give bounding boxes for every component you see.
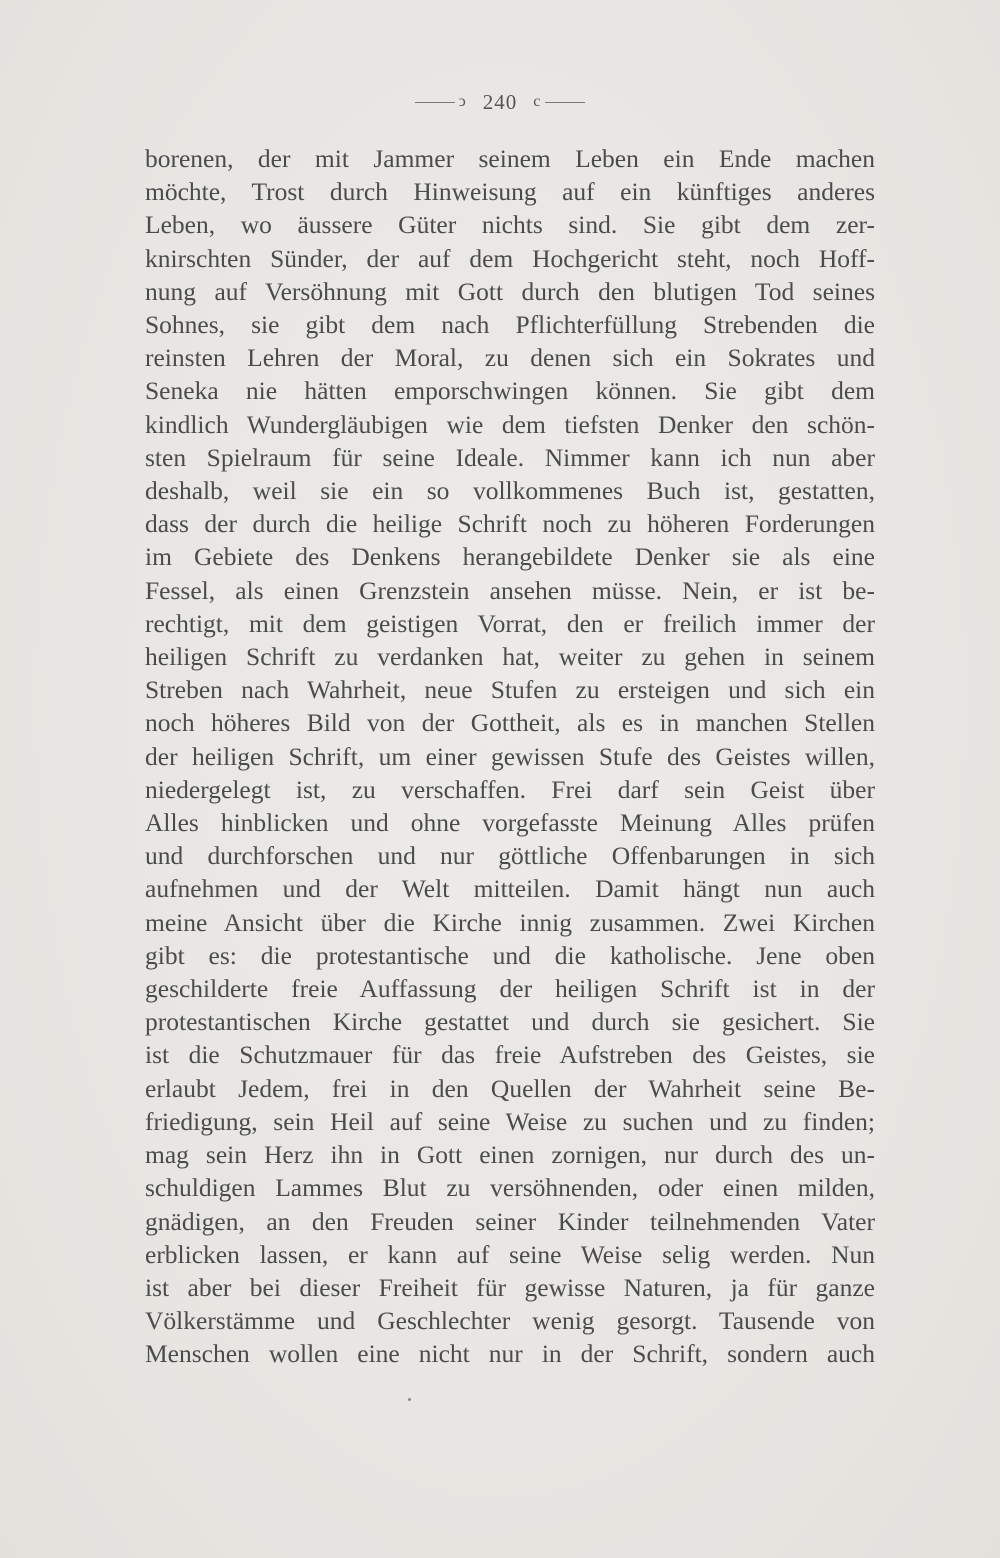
page-number: 240 bbox=[482, 89, 518, 114]
text-line: deshalb, weil sie ein so vollkommenes Buch ist, gestatten, bbox=[145, 476, 875, 506]
text-line: Menschen wollen eine nicht nur in der Schrift, sondern auch bbox=[145, 1339, 875, 1369]
text-line: reinsten Lehren der Moral, zu denen sich ein Sokrates und bbox=[145, 343, 875, 373]
text-line: Völkerstämme und Geschlechter wenig gesorgt. Tausende von bbox=[145, 1306, 875, 1336]
header-ornament-right: c bbox=[533, 93, 542, 111]
text-line: protestantischen Kirche gestattet und durch sie gesichert. Sie bbox=[145, 1007, 875, 1037]
text-line: erblicken lassen, er kann auf seine Weise selig werden. Nun bbox=[145, 1239, 875, 1269]
text-line: gibt es: die protestantische und die katholische. Jene oben bbox=[145, 940, 875, 970]
text-line: geschilderte freie Auffassung der heiligen Schrift ist in der bbox=[145, 974, 875, 1004]
header-rule-left bbox=[415, 102, 455, 103]
page-header bbox=[0, 88, 1000, 115]
text-line: ist die Schutzmauer für das freie Aufstreben des Geistes, sie bbox=[145, 1040, 875, 1070]
text-line: mag sein Herz ihn in Gott einen zornigen, nur durch des un- bbox=[145, 1140, 875, 1170]
text-line: gnädigen, an den Freuden seiner Kinder teilnehmenden Vater bbox=[145, 1206, 875, 1236]
header-rule-right bbox=[545, 102, 585, 103]
header-ornament-left: ↄ bbox=[458, 93, 467, 111]
text-line: meine Ansicht über die Kirche innig zusammen. Zwei Kirchen bbox=[145, 907, 875, 937]
text-line: möchte, Trost durch Hinweisung auf ein künftiges anderes bbox=[145, 177, 875, 207]
text-line: sten Spielraum für seine Ideale. Nimmer kann ich nun aber bbox=[145, 442, 875, 472]
paper-speck bbox=[408, 1398, 411, 1401]
text-line: kindlich Wundergläubigen wie dem tiefsten Denker den schön- bbox=[145, 409, 875, 439]
text-line: der heiligen Schrift, um einer gewissen Stufe des Geistes willen, bbox=[145, 741, 875, 771]
text-line: borenen, der mit Jammer seinem Leben ein Ende machen bbox=[145, 144, 875, 173]
text-line: friedigung, sein Heil auf seine Weise zu suchen und zu finden; bbox=[145, 1106, 875, 1136]
text-line: Streben nach Wahrheit, neue Stufen zu ersteigen und sich ein bbox=[145, 675, 875, 705]
text-line: Alles hinblicken und ohne vorgefasste Meinung Alles prüfen bbox=[145, 808, 875, 838]
text-line: niedergelegt ist, zu verschaffen. Frei darf sein Geist über bbox=[145, 774, 875, 804]
text-line: Leben, wo äussere Güter nichts sind. Sie gibt dem zer- bbox=[145, 210, 875, 240]
text-line: Sohnes, sie gibt dem nach Pflichterfüllung Strebenden die bbox=[145, 310, 875, 340]
text-line: knirschten Sünder, der auf dem Hochgericht steht, noch Hoff- bbox=[145, 243, 875, 273]
text-line: aufnehmen und der Welt mitteilen. Damit hängt nun auch bbox=[145, 874, 875, 904]
text-line: heiligen Schrift zu verdanken hat, weiter zu gehen in seinem bbox=[145, 642, 875, 672]
text-line: im Gebiete des Denkens herangebildete Denker sie als eine bbox=[145, 542, 875, 572]
text-line: erlaubt Jedem, frei in den Quellen der Wahrheit seine Be- bbox=[145, 1073, 875, 1103]
text-line: Fessel, als einen Grenzstein ansehen müsse. Nein, er ist be- bbox=[145, 575, 875, 605]
text-line: nung auf Versöhnung mit Gott durch den blutigen Tod seines bbox=[145, 276, 875, 306]
text-line: Seneka nie hätten emporschwingen können. Sie gibt dem bbox=[145, 376, 875, 406]
text-line: und durchforschen und nur göttliche Offenbarungen in sich bbox=[145, 841, 875, 871]
text-line: ist aber bei dieser Freiheit für gewisse Naturen, ja für ganze bbox=[145, 1272, 875, 1302]
text-line: schuldigen Lammes Blut zu versöhnenden, oder einen milden, bbox=[145, 1173, 875, 1203]
text-line: dass der durch die heilige Schrift noch zu höheren Forderungen bbox=[145, 509, 875, 539]
text-line: noch höheres Bild von der Gottheit, als es in manchen Stellen bbox=[145, 708, 875, 738]
text-line: rechtigt, mit dem geistigen Vorrat, den er freilich immer der bbox=[145, 608, 875, 638]
body-text bbox=[145, 142, 875, 1371]
